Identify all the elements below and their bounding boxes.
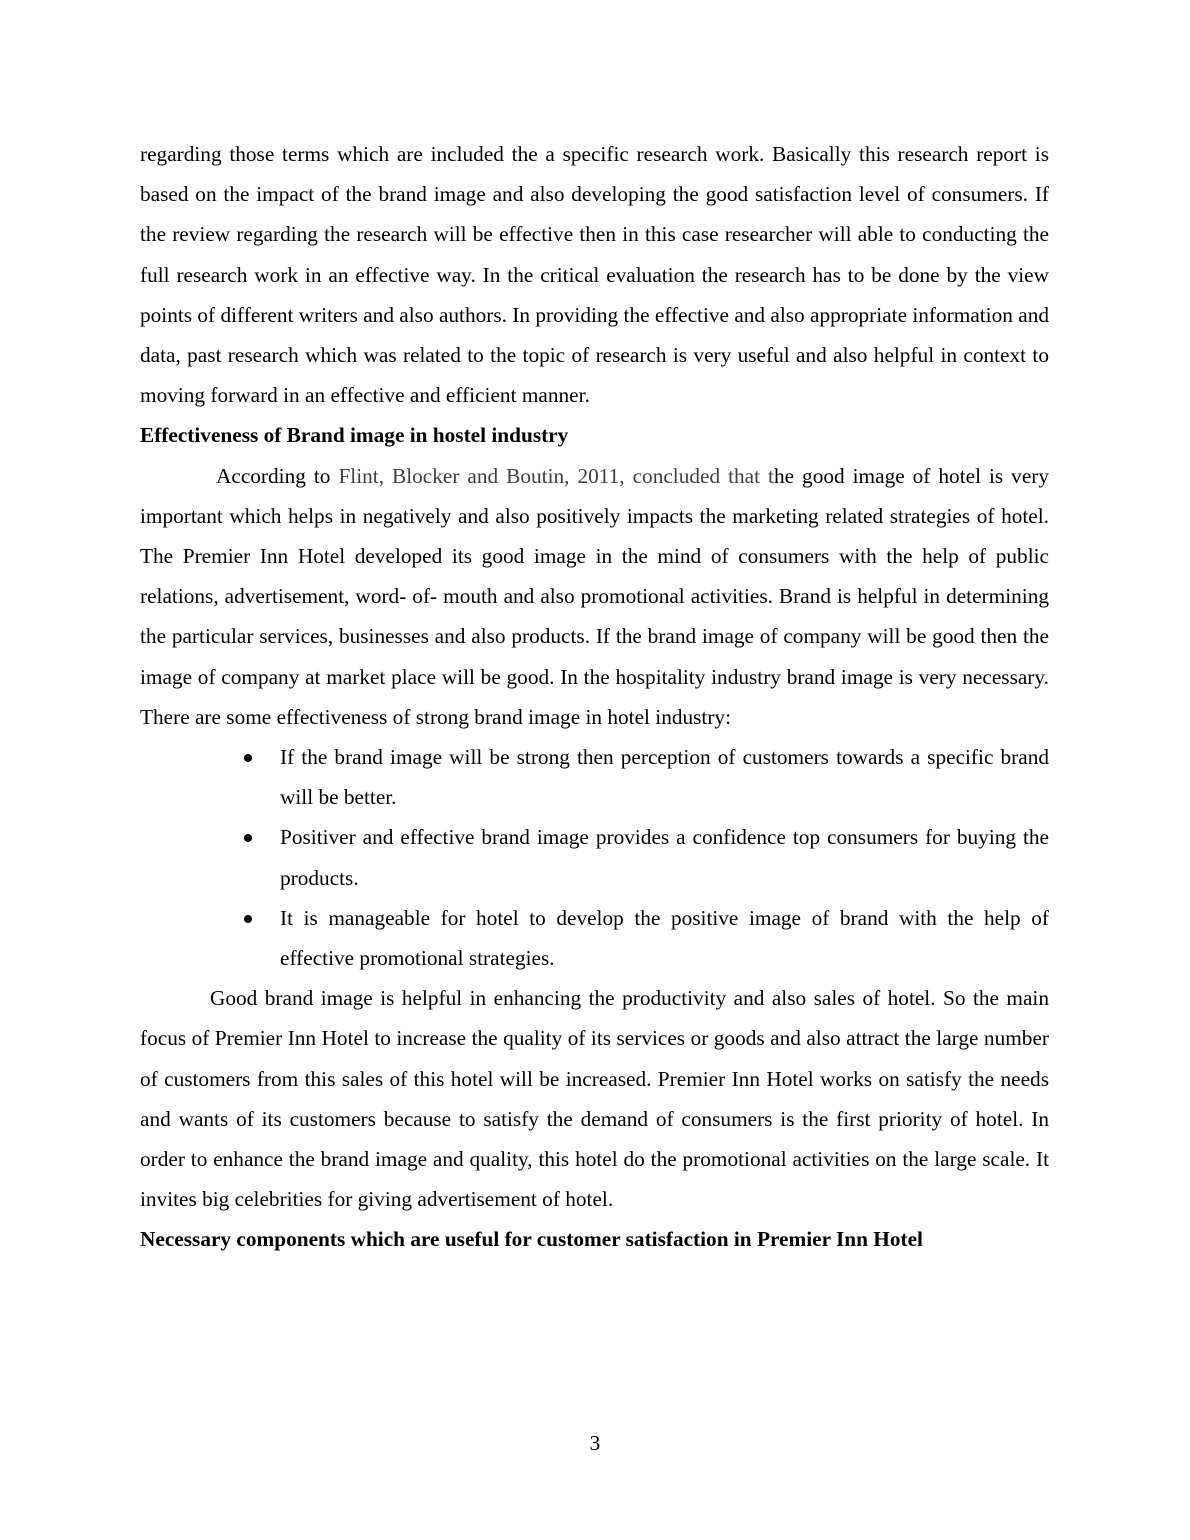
list-item: [280, 817, 1049, 897]
paragraph-intro: regarding those terms which are included the a specific research work. Basically this research report is based on the impact of the brand image and also developing the good satisfaction level of consumers. If the review regarding the research will be effective then in this case researcher will able to conducting the full research work in an effective way. In the critical evaluation the research has to be done by the view points of different writers and also authors. In providing the effective and also appropriate information and data, past research which was related to the topic of research is very useful and also helpful in context to moving forward in an effective and efficient manner.: [140, 142, 1049, 408]
paragraph-rest: he good image of hotel is very important which helps in negatively and also positively impacts the marketing related strategies of hotel. The Premier Inn Hotel developed its good image in the mind of consumers with the help of public relations, advertisement, word- of- mouth and also promotional activities. Brand is helpful in determining the particular services, businesses and also products. If the brand image of company will be good then the image of company at market place will be good. In the hospitality industry brand image is very necessary. There are some effectiveness of strong brand image in hotel industry:: [140, 463, 1050, 729]
bullet-icon: [244, 754, 252, 762]
list-item: [280, 898, 1049, 978]
bullet-list: [140, 737, 1049, 978]
heading-brand-effectiveness: Effectiveness of Brand image in hostel industry: [140, 423, 569, 448]
bullet-icon: [244, 915, 252, 923]
bullet-icon: [244, 834, 252, 842]
heading-necessary-components: Necessary components which are useful for customer satisfaction in Premier Inn Hotel: [140, 1227, 923, 1252]
bullet-text: It is manageable for hotel to develop the positive image of brand with the help of effective promotional strategies.: [280, 905, 1049, 971]
bullet-text: Positiver and effective brand image provides a confidence top consumers for buying the products.: [280, 825, 1049, 890]
paragraph-lead: According to: [216, 463, 339, 488]
paragraph-good-brand-image: Good brand image is helpful in enhancing the productivity and also sales of hotel. So the main focus of Premier Inn Hotel to increase the quality of its services or goods and also attract the large number of customers from this sales of this hotel will be increased. Premier Inn Hotel works on satisfy the needs and wants of its customers because to satisfy the demand of consumers is the first priority of hotel. In order to enhance the brand image and quality, this hotel do the promotional activities on the large scale. It invites big celebrities for giving advertisement of hotel.: [140, 986, 1049, 1212]
list-item: [280, 737, 1049, 817]
document-body: [140, 134, 1049, 1260]
bullet-text: If the brand image will be strong then perception of customers towards a specific brand will be better.: [280, 745, 1049, 810]
page-number: 3: [589, 1431, 601, 1455]
citation-text: Flint, Blocker and Boutin, 2011, concluded that t: [338, 463, 774, 488]
paragraph-brand-image: [140, 456, 1049, 737]
